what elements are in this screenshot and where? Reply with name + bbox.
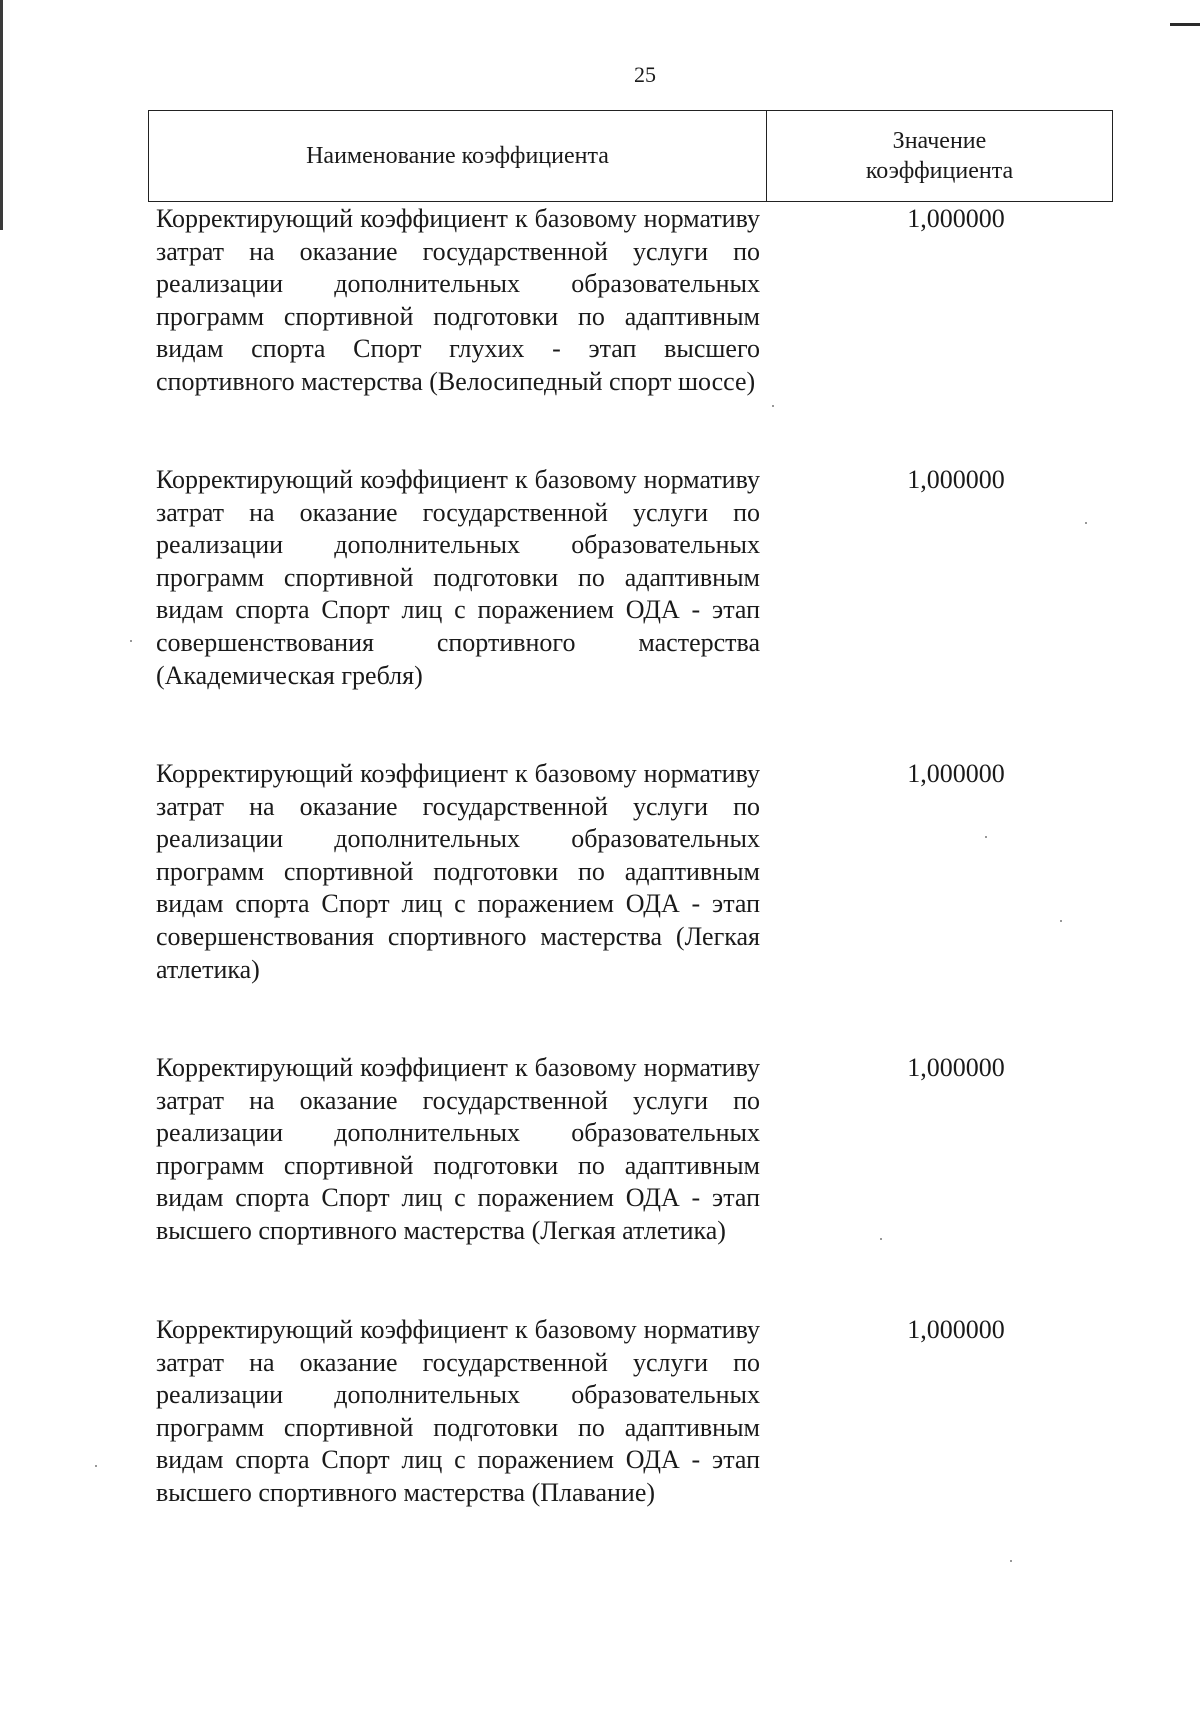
scan-speck: [1060, 920, 1062, 922]
coefficient-name: Корректирующий коэффициент к базовому нормативу затрат на оказание государственной услуги по реализации дополнительных образовательных программ спортивной подготовки по адаптивным видам спорта Спорт лиц с поражением ОДА - этап высшего спортивного мастерства (Легкая атлетика): [156, 1053, 760, 1245]
scan-edge-left: [0, 0, 3, 230]
coefficient-value: 1,000000: [907, 204, 1005, 233]
header-coefficient-value: [767, 111, 1112, 201]
header-value-line2: коэффициента: [865, 158, 1014, 184]
scan-speck: [130, 640, 132, 642]
coefficient-name: Корректирующий коэффициент к базовому нормативу затрат на оказание государственной услуги по реализации дополнительных образовательных программ спортивной подготовки по адаптивным видам спорта Спорт лиц с поражением ОДА - этап совершенствования спортивного мастерства (Легкая атлетика): [156, 759, 760, 984]
coefficient-value: 1,000000: [907, 465, 1005, 494]
scan-edge-corner: [1170, 0, 1200, 26]
coefficient-value: 1,000000: [907, 1315, 1005, 1344]
coefficient-value: 1,000000: [907, 759, 1005, 788]
scan-speck: [880, 1238, 882, 1240]
coefficient-name: Корректирующий коэффициент к базовому нормативу затрат на оказание государственной услуги по реализации дополнительных образовательных программ спортивной подготовки по адаптивным видам спорта Спорт лиц с поражением ОДА - этап совершенствования спортивного мастерства (Академическая гребля): [156, 465, 760, 690]
scan-speck: [1010, 1560, 1012, 1562]
scan-speck: [1085, 522, 1087, 524]
header-value-line1: Значение: [892, 128, 987, 154]
header-coefficient-name: Наименование коэффициента: [149, 111, 767, 201]
coefficient-name: Корректирующий коэффициент к базовому нормативу затрат на оказание государственной услуги по реализации дополнительных образовательных программ спортивной подготовки по адаптивным видам спорта Спорт лиц с поражением ОДА - этап высшего спортивного мастерства (Плавание): [156, 1315, 760, 1507]
coefficient-name: Корректирующий коэффициент к базовому нормативу затрат на оказание государственной услуги по реализации дополнительных образовательных программ спортивной подготовки по адаптивным видам спорта Спорт глухих - этап высшего спортивного мастерства (Велосипедный спорт шоссе): [156, 204, 760, 396]
scan-speck: [95, 1465, 97, 1467]
scan-speck: [985, 836, 987, 838]
table-header: [148, 110, 1113, 202]
coefficient-value: 1,000000: [907, 1053, 1005, 1082]
scan-speck: [772, 405, 774, 407]
page-number: 25: [634, 62, 656, 87]
